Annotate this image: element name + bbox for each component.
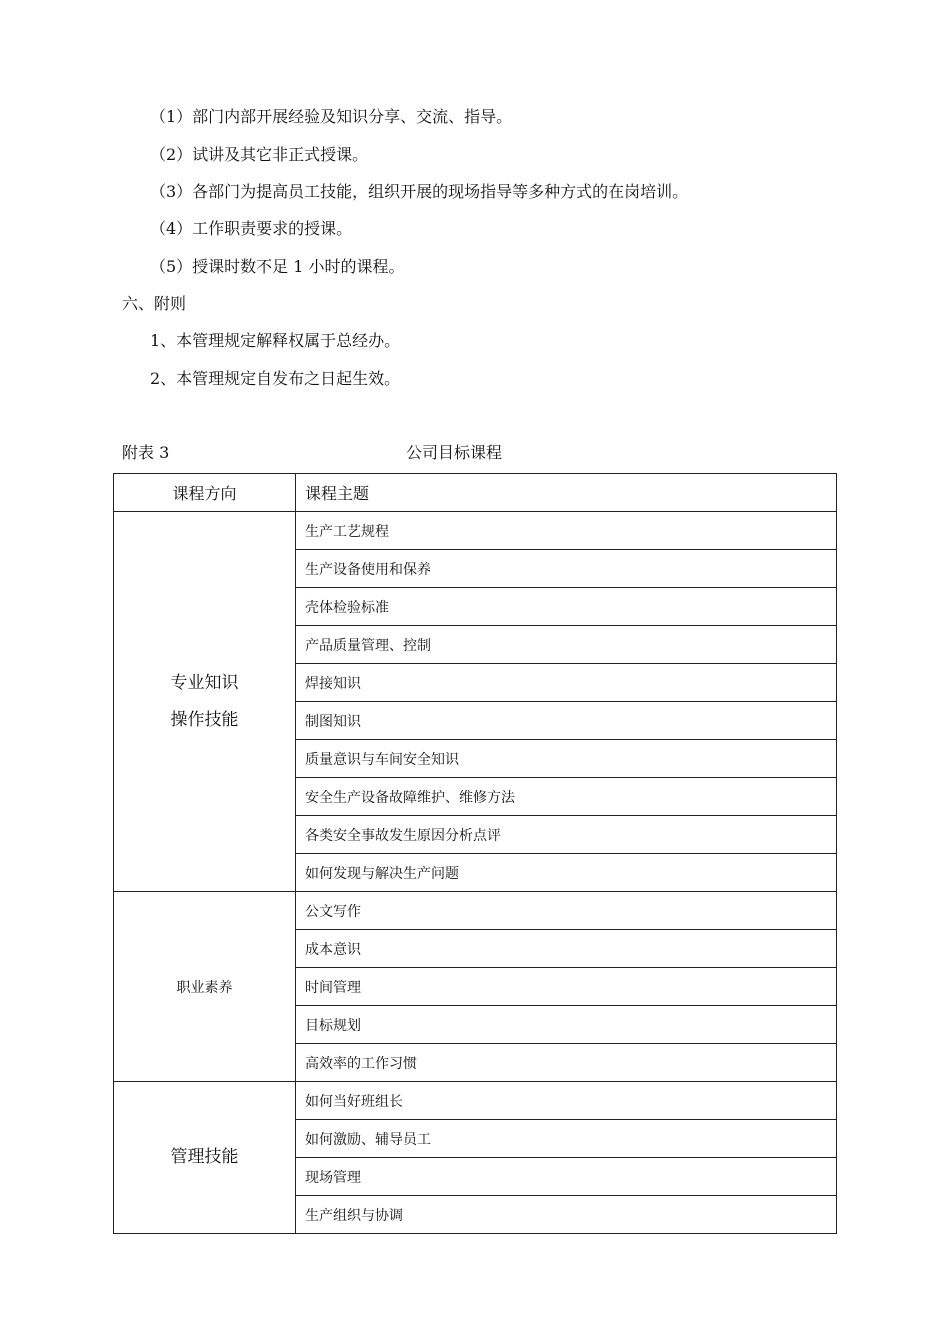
appendix-item: 2、本管理规定自发布之日起生效。	[150, 369, 401, 388]
header-direction: 课程方向	[114, 474, 296, 512]
topic-cell: 高效率的工作习惯	[296, 1044, 837, 1082]
topic-cell: 生产组织与协调	[296, 1196, 837, 1234]
direction-line: 专业知识	[170, 672, 239, 693]
table-header-row	[114, 474, 837, 512]
table-label: 附表 3	[122, 443, 170, 462]
direction-line: 职业素养	[176, 979, 233, 996]
topic-cell: 各类安全事故发生原因分析点评	[296, 816, 837, 854]
topic-cell: 公文写作	[296, 892, 837, 930]
topic-cell: 成本意识	[296, 930, 837, 968]
table-row	[114, 512, 837, 550]
course-table	[113, 473, 837, 1234]
table-row	[114, 892, 837, 930]
direction-cell	[114, 512, 296, 892]
direction-cell	[114, 892, 296, 1082]
paragraph-item: （2）试讲及其它非正式授课。	[150, 145, 369, 164]
direction-line: 操作技能	[170, 709, 239, 730]
paragraph-item: （5）授课时数不足 1 小时的课程。	[150, 257, 405, 276]
table-title: 公司目标课程	[406, 443, 503, 462]
section-heading: 六、附则	[122, 294, 187, 313]
topic-cell: 时间管理	[296, 968, 837, 1006]
table-row	[114, 1082, 837, 1120]
topic-cell: 如何激励、辅导员工	[296, 1120, 837, 1158]
topic-cell: 生产工艺规程	[296, 512, 837, 550]
topic-cell: 生产设备使用和保养	[296, 550, 837, 588]
paragraph-item: （1）部门内部开展经验及知识分享、交流、指导。	[150, 107, 513, 126]
paragraph-item: （4）工作职责要求的授课。	[150, 219, 353, 238]
direction-line: 管理技能	[170, 1147, 239, 1167]
topic-cell: 如何当好班组长	[296, 1082, 837, 1120]
topic-cell: 现场管理	[296, 1158, 837, 1196]
header-topic: 课程主题	[296, 474, 837, 512]
topic-cell: 焊接知识	[296, 664, 837, 702]
direction-cell	[114, 1082, 296, 1234]
topic-cell: 如何发现与解决生产问题	[296, 854, 837, 892]
topic-cell: 目标规划	[296, 1006, 837, 1044]
topic-cell: 产品质量管理、控制	[296, 626, 837, 664]
paragraph-item: （3）各部门为提高员工技能，组织开展的现场指导等多种方式的在岗培训。	[150, 182, 689, 201]
topic-cell: 制图知识	[296, 702, 837, 740]
topic-cell: 安全生产设备故障维护、维修方法	[296, 778, 837, 816]
topic-cell: 质量意识与车间安全知识	[296, 740, 837, 778]
topic-cell: 壳体检验标准	[296, 588, 837, 626]
appendix-item: 1、本管理规定解释权属于总经办。	[150, 331, 401, 350]
